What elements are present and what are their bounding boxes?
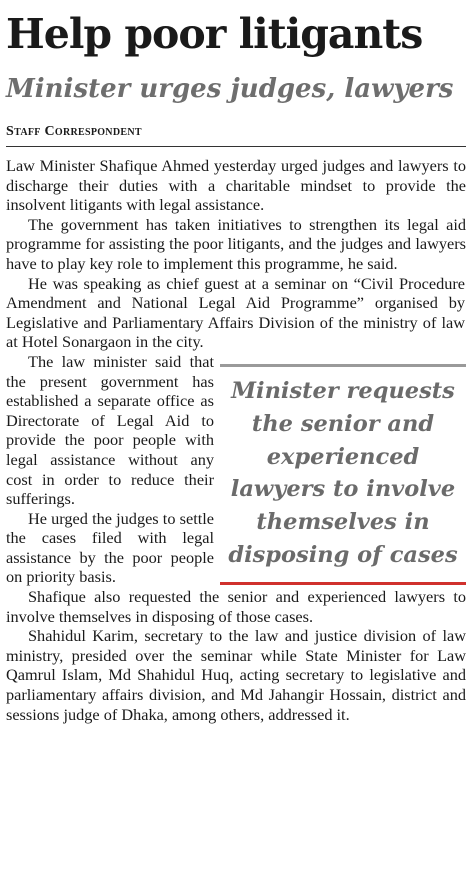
pull-quote-bottom-rule — [220, 582, 466, 585]
paragraph-4: The law minister said that the present government has established a separate office as Directorate of Legal Aid to provide the poor people with legal assistance without any cost in order to reduce their sufferings. — [6, 351, 214, 509]
byline-divider — [6, 146, 466, 147]
paragraph-2: The government has taken initiatives to strengthen its legal aid programme for assisting the poor litigants, and the judges and lawyers have to play key role to implement this programme, he said. — [6, 214, 466, 273]
paragraph-3: He was speaking as chief guest at a seminar on “Civil Procedure Amendment and National Legal Aid Programme” organised by Legislative and Parliamentary Affairs Division of the ministry of law at Hotel Sonargaon in the city. — [6, 273, 465, 352]
article-body — [6, 156, 466, 724]
headline: Help poor litigants — [6, 10, 423, 58]
byline: Staff Correspondent — [6, 124, 142, 139]
pull-quote-box — [220, 352, 466, 585]
pull-quote-spacer — [465, 274, 466, 320]
paragraph-5: He urged the judges to settle the cases filed with legal assistance by the poor people on priority basis. — [6, 508, 214, 587]
pull-quote: Minister requests the senior and experienced lawyers to involve themselves in disposing of cases — [228, 377, 458, 568]
paragraph-1: Law Minister Shafique Ahmed yesterday urged judges and lawyers to discharge their duties with a charitable mindset to provide the insolvent litigants with legal assistance. — [6, 156, 466, 215]
paragraph-6: Shafique also requested the senior and experienced lawyers to involve themselves in disposing of those cases. — [6, 587, 466, 626]
subheadline: Minister urges judges, lawyers — [6, 74, 454, 104]
paragraph-7: Shahidul Karim, secretary to the law and justice division of law ministry, presided over the seminar while State Minister for Law Qamrul Islam, Md Shahidul Huq, acting secretary to legislative and parliamentary affairs division, and Md Jahangir Hossain, district and sessions judge of Dhaka, among others, addressed it. — [6, 626, 466, 724]
